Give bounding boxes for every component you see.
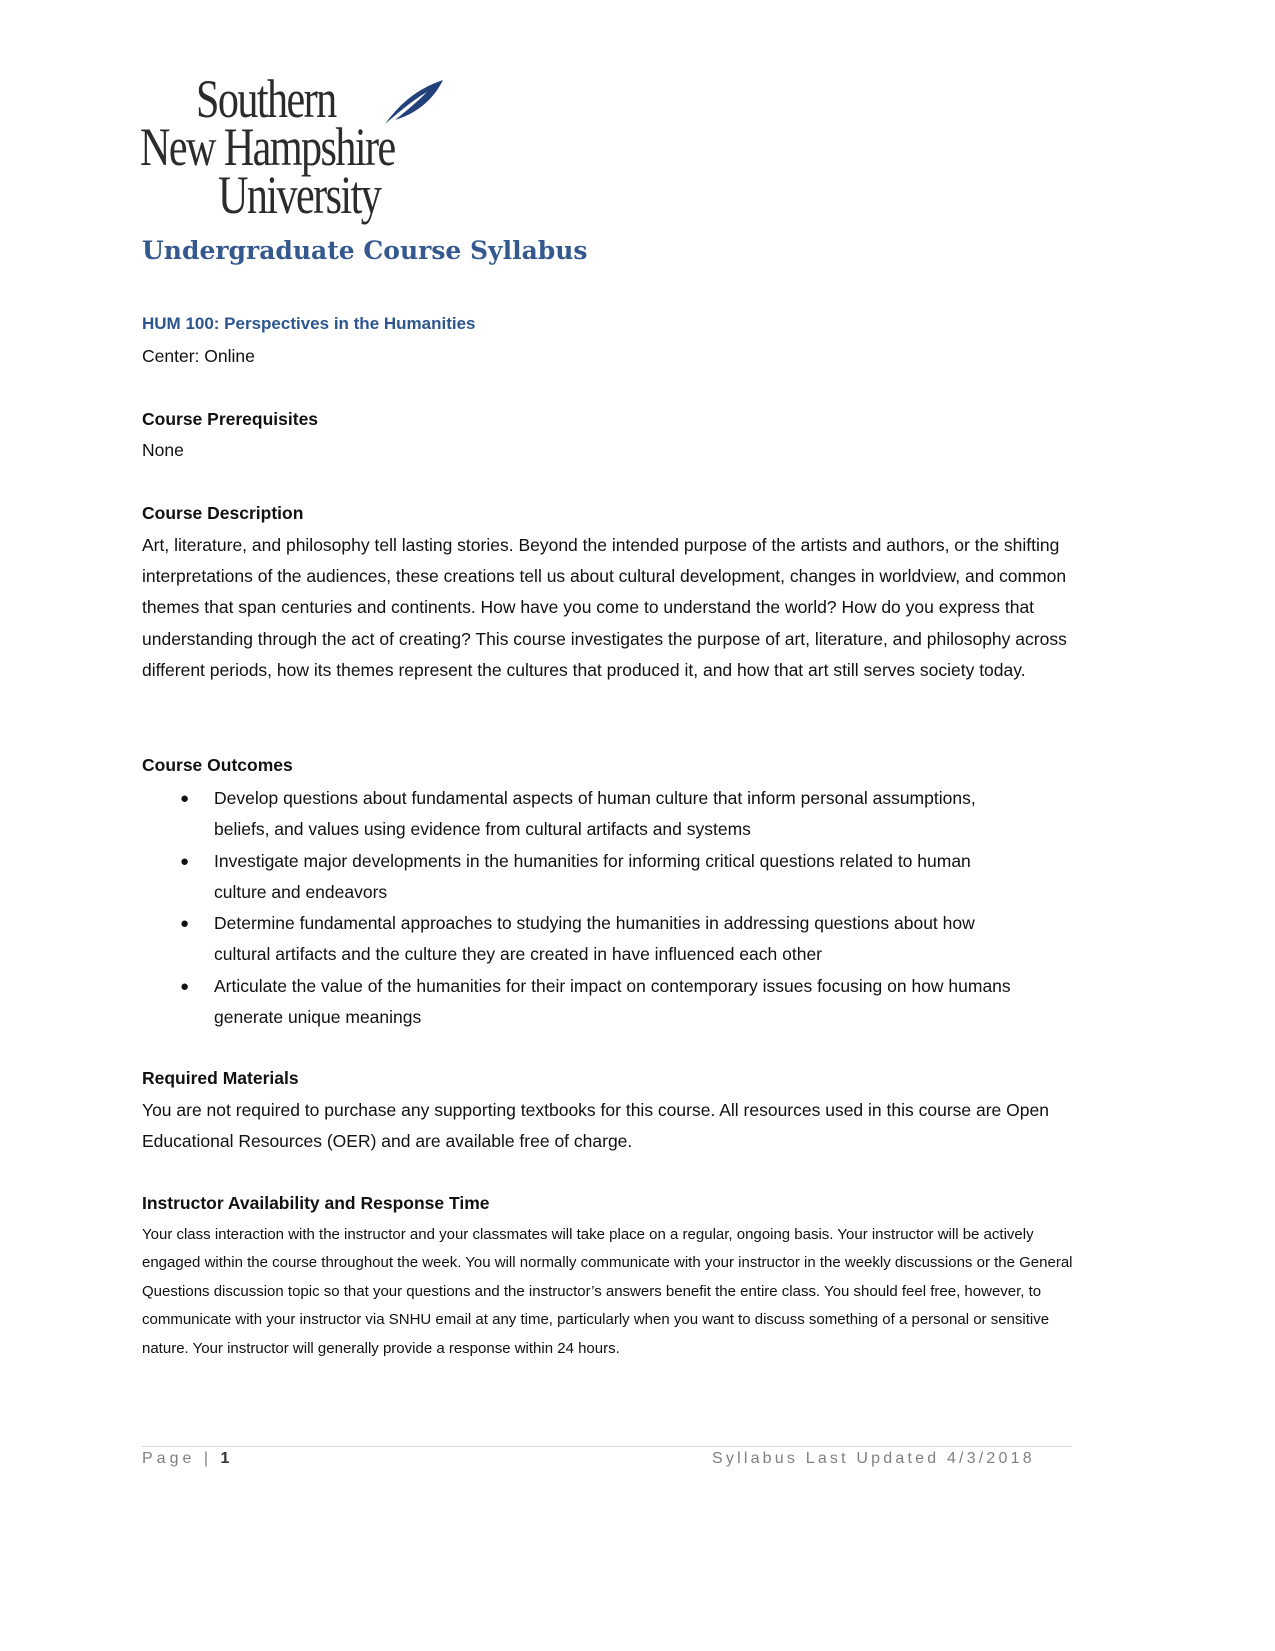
- outcome-text: Develop questions about fundamental aspects of human culture that inform personal assumptions, beliefs, and values using evidence from cultural artifacts and systems: [214, 788, 976, 840]
- bullet-icon: ●: [180, 977, 190, 995]
- course-center: Center: Online: [142, 346, 255, 366]
- page-label: Page: [142, 1450, 196, 1467]
- materials-text: You are not required to purchase any supporting textbooks for this course. All resources used in this course are Open Educational Resources (OER) and are available free of charge.: [142, 1100, 1049, 1152]
- description-text: Art, literature, and philosophy tell lasting stories. Beyond the intended purpose of the artists and authors, or the shifting interpretations of the audiences, these creations tell us about cultural development, changes in worldview, and common themes that span centuries and continents. How have you come to understand the world? How do you express that understanding through the act of creating? This course investigates the purpose of art, literature, and philosophy across different periods, how its themes represent the cultures that produced it, and how that art still serves society today.: [142, 535, 1067, 680]
- page-separator: |: [203, 1450, 212, 1467]
- list-item: [142, 783, 1014, 846]
- instructor-heading: Instructor Availability and Response Time: [142, 1193, 490, 1213]
- list-item: [142, 908, 1014, 971]
- logo-line-1: Southern: [196, 69, 336, 129]
- logo-line-3: University: [218, 165, 381, 225]
- outcome-text: Articulate the value of the humanities for their impact on contemporary issues focusing on how humans generate unique meanings: [214, 975, 1011, 1028]
- outcomes-list: [142, 783, 1077, 1033]
- course-code-title: HUM 100: Perspectives in the Humanities: [142, 314, 476, 333]
- bullet-icon: ●: [180, 790, 190, 807]
- list-item: [142, 846, 1014, 909]
- page-title: Undergraduate Course Syllabus: [142, 236, 588, 265]
- materials-heading: Required Materials: [142, 1068, 299, 1088]
- outcomes-heading: Course Outcomes: [142, 755, 293, 775]
- prerequisites-heading: Course Prerequisites: [142, 409, 319, 429]
- footer-divider: [142, 1446, 1072, 1447]
- footer-page-indicator: [142, 1450, 229, 1468]
- bullet-icon: ●: [180, 852, 190, 870]
- last-updated: Syllabus Last Updated 4/3/2018: [712, 1450, 1035, 1467]
- list-item: [142, 971, 1014, 1034]
- outcome-text: Determine fundamental approaches to studying the humanities in addressing questions about how cultural artifacts and the culture they are created in have influenced each other: [214, 913, 975, 965]
- feather-icon: [383, 78, 445, 126]
- prerequisites-text: None: [142, 440, 184, 460]
- page-number: 1: [220, 1450, 230, 1467]
- logo-line-2: New Hampshire: [140, 117, 395, 177]
- outcome-text: Investigate major developments in the humanities for informing critical questions related to human culture and endeavors: [214, 850, 971, 902]
- bullet-icon: ●: [180, 915, 190, 933]
- description-heading: Course Description: [142, 503, 304, 523]
- instructor-text: Your class interaction with the instructor and your classmates will take place on a regular, ongoing basis. Your instructor will be actively engaged within the course throughout the week. You will normally communicate with your instructor in the weekly discussions or the General Questions discussion topic so that your questions and the instructor’s answers benefit the entire class. You should feel free, however, to communicate with your instructor via SNHU email at any time, particularly when you want to discuss something of a personal or sensitive nature. Your instructor will generally provide a response within 24 hours.: [142, 1226, 1073, 1357]
- university-logo: [140, 68, 460, 238]
